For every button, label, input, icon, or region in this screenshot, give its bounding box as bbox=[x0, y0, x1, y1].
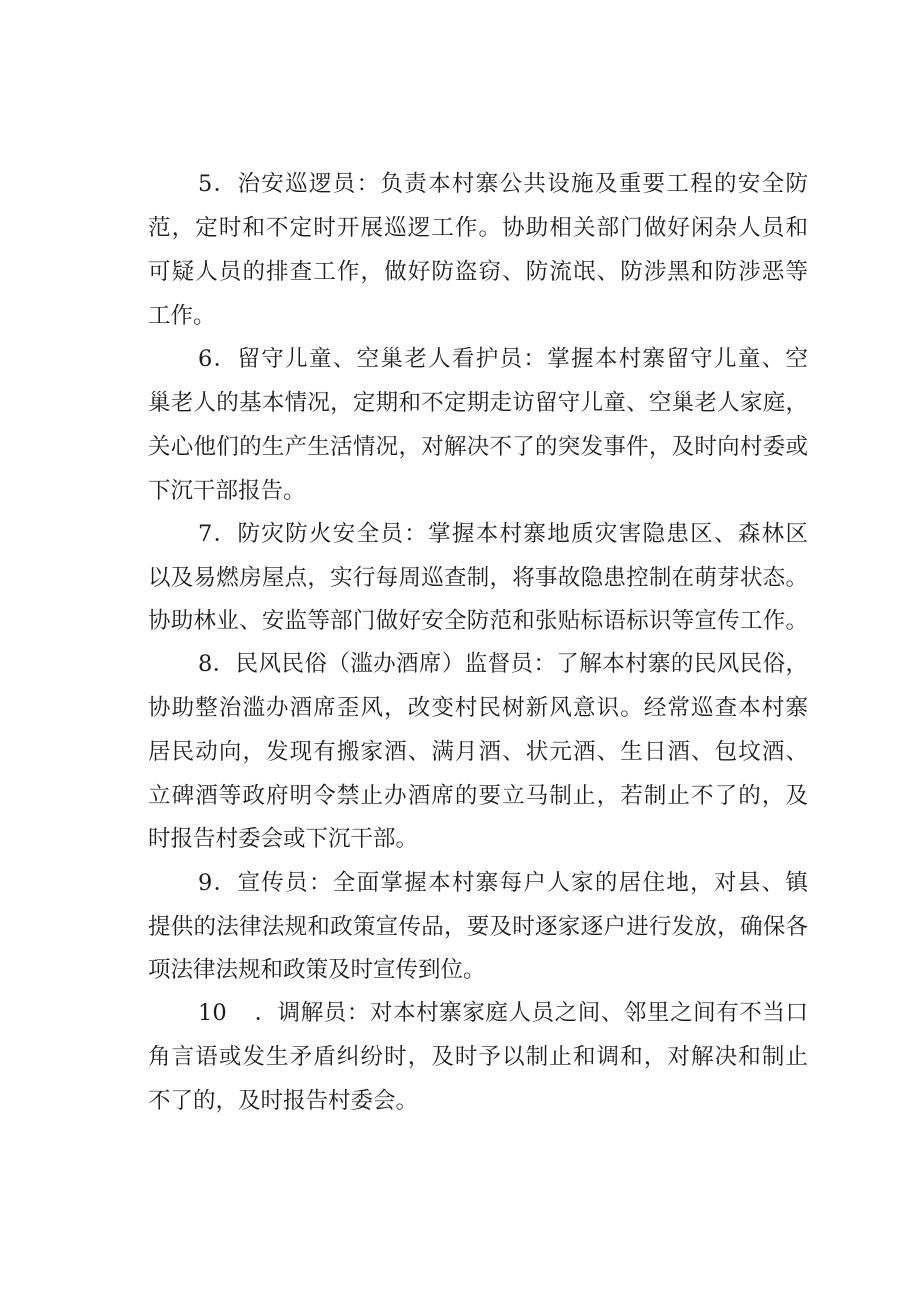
paragraph-9-line-1: 9．宣传员：全面掌握本村寨每户人家的居住地，对县、镇 bbox=[198, 870, 808, 896]
paragraph-8-line-5: 时报告村委会或下沉干部。 bbox=[148, 826, 419, 852]
paragraph-6-line-4: 下沉干部报告。 bbox=[148, 478, 306, 504]
paragraph-8-line-1: 8．民风民俗（滥办酒席）监督员：了解本村寨的民风民俗， bbox=[198, 651, 808, 677]
paragraph-10-line-3: 不了的，及时报告村委会。 bbox=[148, 1088, 419, 1114]
paragraph-5-line-3: 可疑人员的排查工作，做好防盗窃、防流氓、防涉黑和防涉恶等 bbox=[148, 259, 808, 285]
paragraph-5-line-2: 范，定时和不定时开展巡逻工作。协助相关部门做好闲杂人员和 bbox=[148, 215, 808, 241]
paragraph-7-line-1: 7．防灾防火安全员：掌握本村寨地质灾害隐患区、森林区 bbox=[198, 521, 808, 547]
paragraph-5-line-4: 工作。 bbox=[148, 303, 216, 329]
paragraph-6-line-3: 关心他们的生产生活情况，对解决不了的突发事件，及时向村委或 bbox=[148, 434, 808, 460]
paragraph-8-line-2: 协助整治滥办酒席歪风，改变村民树新风意识。经常巡查本村寨 bbox=[148, 695, 808, 721]
paragraph-8-line-4: 立碑酒等政府明令禁止办酒席的要立马制止，若制止不了的，及 bbox=[148, 783, 808, 809]
paragraph-9-line-3: 项法律法规和政策及时宣传到位。 bbox=[148, 957, 486, 983]
paragraph-10-line-1-text: ．调解员：对本村寨家庭人员之间、邻里之间有不当口 bbox=[254, 1000, 808, 1026]
paragraph-10-number: 10 bbox=[198, 1000, 227, 1026]
paragraph-10-line-2: 角言语或发生矛盾纠纷时，及时予以制止和调和，对解决和制止 bbox=[148, 1044, 808, 1070]
paragraph-6-line-2: 巢老人的基本情况，定期和不定期走访留守儿童、空巢老人家庭， bbox=[148, 390, 808, 416]
paragraph-7-line-2: 以及易燃房屋点，实行每周巡查制，将事故隐患控制在萌芽状态。 bbox=[148, 565, 808, 591]
paragraph-6-line-1: 6．留守儿童、空巢老人看护员：掌握本村寨留守儿童、空 bbox=[198, 346, 808, 372]
paragraph-5-line-1: 5．治安巡逻员：负责本村寨公共设施及重要工程的安全防 bbox=[198, 171, 808, 197]
paragraph-10-line-1 bbox=[198, 991, 808, 1035]
paragraph-7-line-3: 协助林业、安监等部门做好安全防范和张贴标语标识等宣传工作。 bbox=[148, 608, 808, 634]
paragraph-8-line-3: 居民动向，发现有搬家酒、满月酒、状元酒、生日酒、包坟酒、 bbox=[148, 739, 808, 765]
paragraph-9-line-2: 提供的法律法规和政策宣传品，要及时逐家逐户进行发放，确保各 bbox=[148, 914, 808, 940]
